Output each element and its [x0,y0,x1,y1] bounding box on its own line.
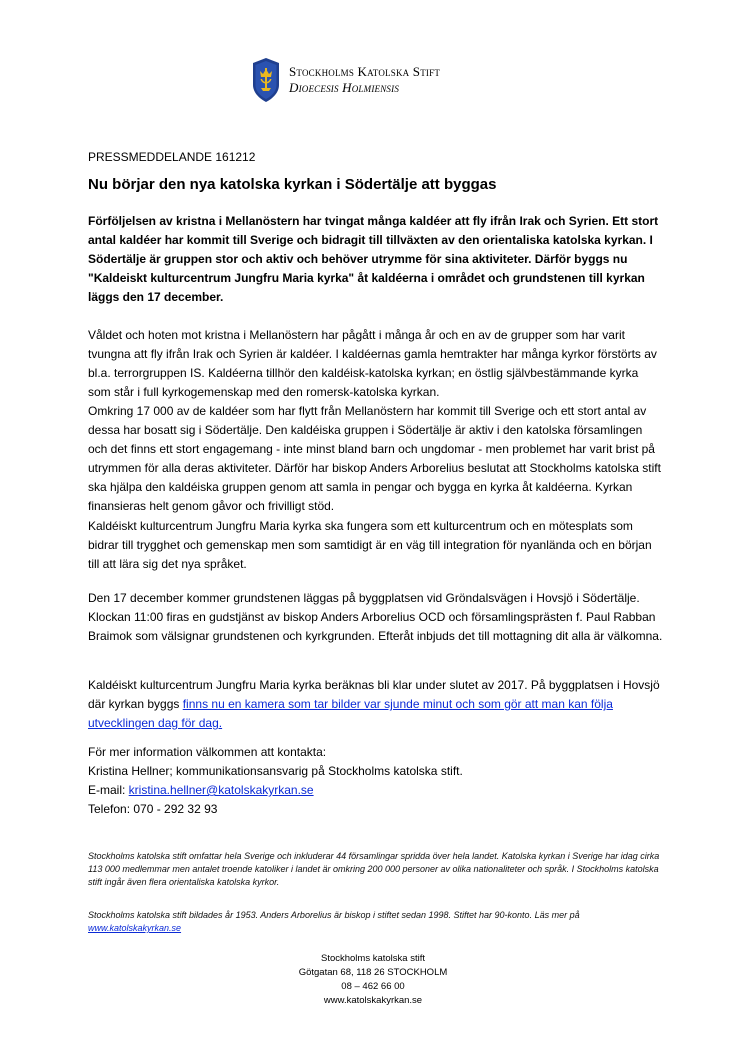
document-label: PRESSMEDDELANDE 161212 [88,150,256,164]
body-paragraph-5 [88,676,663,733]
email-link[interactable]: kristina.hellner@katolskakyrkan.se [128,783,314,797]
organization-latin-name: Dioecesis Holmiensis [289,80,400,95]
organization-name: Stockholms Katolska Stift [289,64,441,79]
contact-person: Kristina Hellner; kommunikationsansvarig på Stockholms katolska stift. [88,764,463,778]
body-paragraph-4: Den 17 december kommer grundstenen läggas på byggplatsen vid Gröndalsvägen i Hovsjö i Södertälje. Klockan 11:00 firas en gudstjänst av biskop Anders Arborelius OCD och församlingsprästen f. Paul Rabban Braimok som välsignar grundstenen och kyrkgrunden. Efteråt inbjuds det till mottagning dit alla är välkomna. [88,591,663,643]
contact-phone: Telefon: 070 - 292 32 93 [88,802,218,816]
camera-link[interactable]: finns nu en kamera som tar bilder var sjunde minut och som gör att man kan följa utvecklingen dag för dag. [88,697,613,730]
diocese-note: Stockholms katolska stift omfattar hela Sverige och inkluderar 44 församlingar spridda över hela landet. Katolska kyrkan i Sverige har idag cirka 113 000 medlemmar men antalet troende katoliker i landet är omkring 200 000 personer av olika nationaliteter och språk. I Stockholms katolska stift ingår även flera orientaliska katolska kyrkor. [88,851,660,887]
diocese-coat-of-arms-icon [249,57,283,103]
footer-website: www.katolskakyrkan.se [323,995,423,1006]
paragraph-5-text: Kaldéiskt kulturcentrum Jungfru Maria kyrka beräknas bli klar under slutet av 2017. På byggplatsen i Hovsjö där kyrkan byggs [88,678,660,711]
history-note-text: Stockholms katolska stift bildades år 1953. Anders Arborelius är biskop i stiftet sedan 1998. Stiftet har 90-konto. Läs mer på [88,910,580,920]
footer-phone: 08 – 462 66 00 [341,981,405,992]
headline: Nu börjar den nya katolska kyrkan i Södertälje att byggas [88,176,497,193]
body-paragraph-2: Omkring 17 000 av de kaldéer som har flytt från Mellanöstern har kommit till Sverige och ett stort antal av dessa har bosatt sig i Södertälje. Den kaldéiska gruppen i Södertälje är aktiv i den katolska församlingen och det finns ett stort engagemang - inte minst bland barn och ungdomar - men problemet har varit brist på utrymmen för alla deras aktiviteter. Därför har biskop Anders Arborelius beslutat att Stockholms katolska stift ska hjälpa den kaldéiska gruppen genom att samla in pengar och bygga en kyrka åt kaldéerna. Kyrkan finansieras helt genom gåvor och frivilligt stöd. [88,404,661,513]
lead-paragraph: Förföljelsen av kristna i Mellanöstern har tvingat många kaldéer att fly ifrån Irak och Syrien. Ett stort antal kaldéer har kommit till Sverige och bidragit till tillväxten av den orientaliska katolska kyrkan. I Södertälje är gruppen stor och aktiv och behöver utrymme för sina aktiviteter. Därför byggs nu "Kaldeiskt kulturcentrum Jungfru Maria kyrka" åt kaldéerna i området och grundstenen till kyrkan läggs den 17 december. [88,214,659,304]
contact-intro: För mer information välkommen att kontakta: [88,745,327,759]
body-paragraph-1: Våldet och hoten mot kristna i Mellanöstern har pågått i många år och en av de grupper som har varit tvungna att fly ifrån Irak och Syrien är kaldéer. I kaldéernas gamla hemtrakter har många kyrkor förstörts av bl.a. terrorgruppen IS. Kaldéerna tillhör den kaldéisk-katolska kyrkan; en östlig självbestämmande kyrka som står i full kyrkogemenskap med den romersk-katolska kyrkan. [88,328,657,399]
contact-block [88,743,663,819]
footer-address [0,952,746,1008]
footer-org: Stockholms katolska stift [320,953,425,964]
letterhead [249,57,440,103]
footer-street: Götgatan 68, 118 26 STOCKHOLM [298,967,448,978]
diocese-history-note [88,909,663,935]
website-link[interactable]: www.katolskakyrkan.se [88,923,182,933]
contact-email-row [88,781,663,800]
email-label: E-mail: [88,783,129,797]
body-paragraph-3: Kaldéiskt kulturcentrum Jungfru Maria kyrka ska fungera som ett kulturcentrum och en mötesplats som bidrar till trygghet och gemenskap men som samtidigt är en väg till integration för nyanlända och en början till att lära sig det nya språket. [88,519,652,571]
